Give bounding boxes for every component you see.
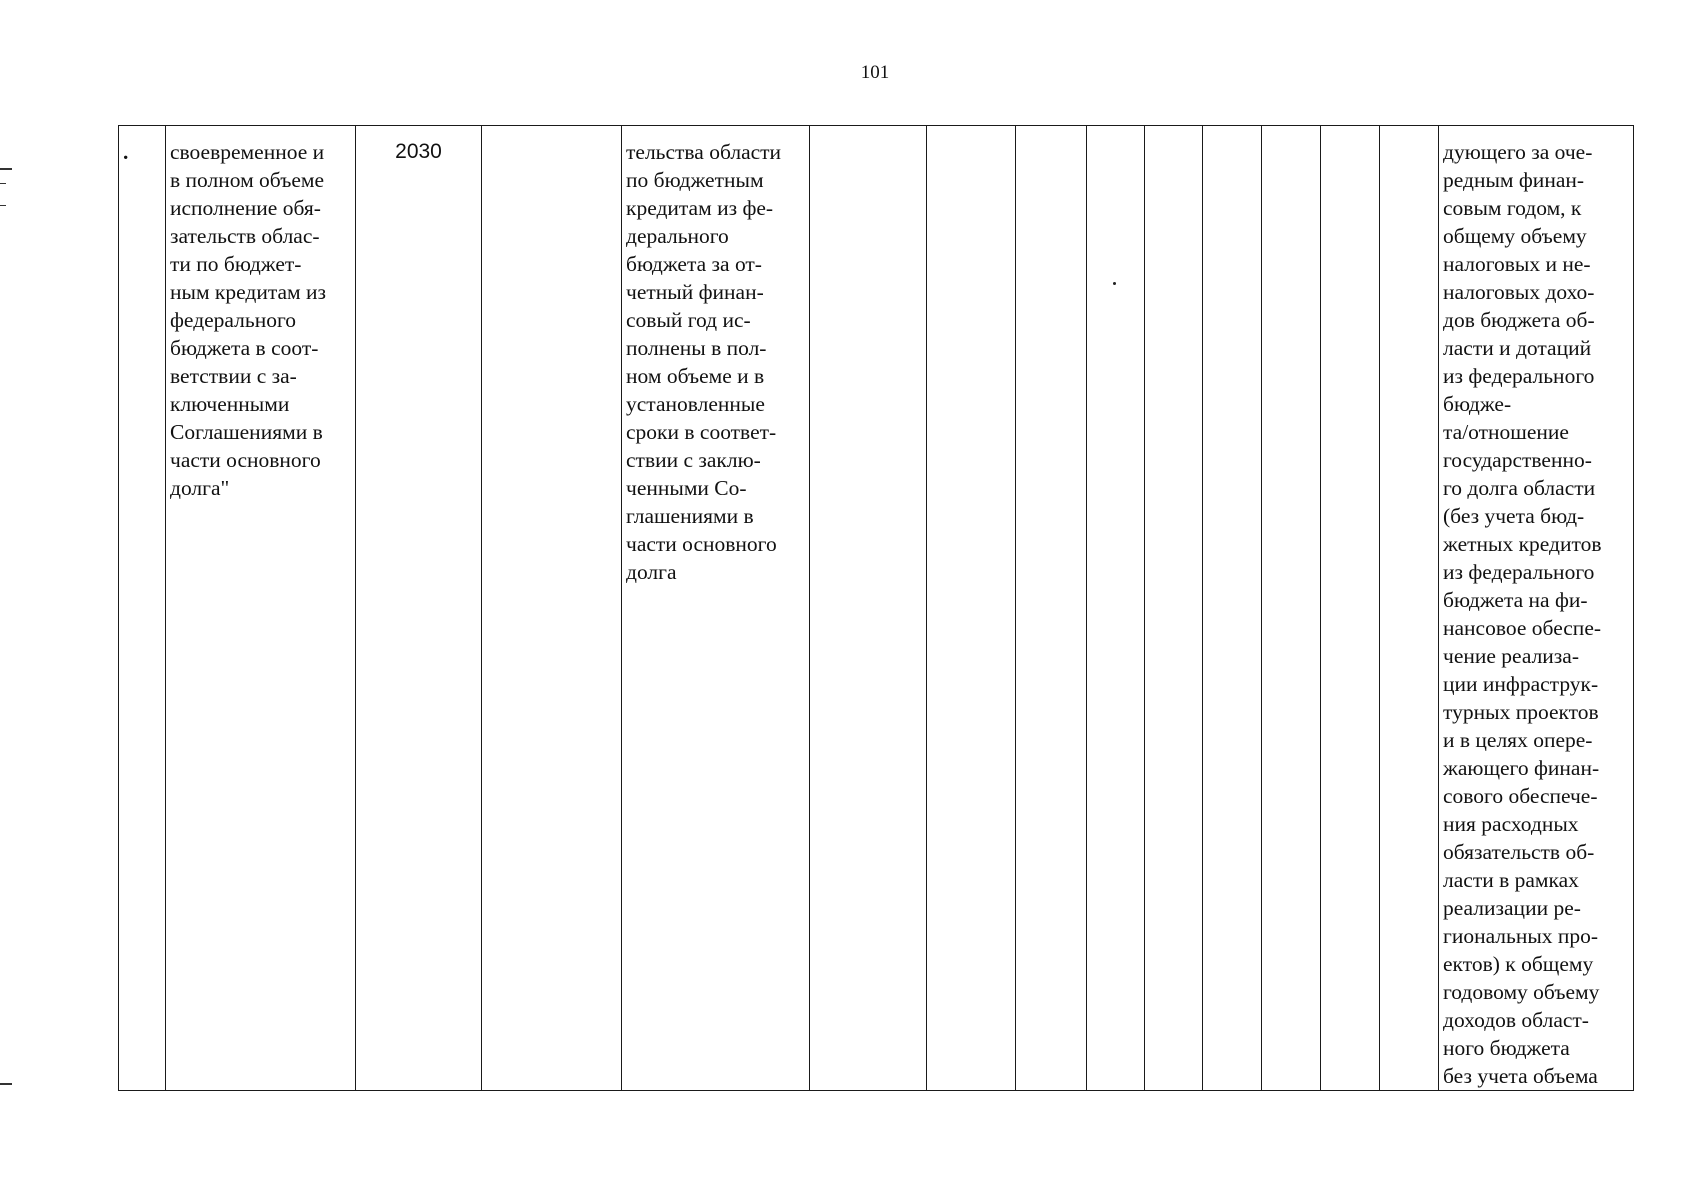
measure-name-cell: своевременное и в полном объеме исполнение обя- зательств облас- ти по бюджет- ным кредитам из федерального бюджета в соот- ветствии с за- ключенными Соглашениями в части основного долга" bbox=[166, 126, 356, 1091]
table-row bbox=[119, 126, 1634, 1091]
scan-edge-mark bbox=[0, 168, 12, 170]
empty-cell bbox=[810, 126, 927, 1091]
scan-edge-mark bbox=[0, 1083, 12, 1085]
empty-cell bbox=[1321, 126, 1380, 1091]
row-marker-cell: . bbox=[119, 126, 166, 1091]
empty-cell bbox=[1380, 126, 1439, 1091]
scan-dot bbox=[1113, 282, 1116, 285]
empty-cell bbox=[1145, 126, 1203, 1091]
empty-cell bbox=[1262, 126, 1321, 1091]
empty-cell bbox=[1087, 126, 1145, 1091]
expected-result-cell: тельства области по бюджетным кредитам из фе- дерального бюджета за от- четный финан- совый год ис- полнены в пол- ном объеме и в установленные сроки в соответ- ствии с заклю- ченными Со- глашениями в части основного долга bbox=[622, 126, 810, 1091]
indicator-cell: дующего за оче- редным финан- совым годом, к общему объему налоговых и не- налоговых дохо- дов бюджета об- ласти и дотаций из федерального бюдже- та/отношение государственно- го долга области (без учета бюд- жетных кредитов из федерального бюджета на фи- нансовое обеспе- чение реализа- ции инфраструк- турных проектов и в целях опере- жающего финан- сового обеспече- ния расходных обязательств об- ласти в рамках реализации ре- гиональных про- ектов) к общему годовому объему доходов област- ного бюджета без учета объема bbox=[1439, 126, 1634, 1091]
year-cell: 2030 bbox=[356, 126, 482, 1091]
empty-cell bbox=[1016, 126, 1087, 1091]
empty-cell bbox=[1203, 126, 1262, 1091]
scan-edge-mark bbox=[0, 183, 6, 184]
page-number: 101 bbox=[860, 62, 890, 83]
scan-edge-mark bbox=[0, 205, 6, 206]
measures-table bbox=[118, 125, 1634, 1091]
empty-cell bbox=[927, 126, 1016, 1091]
responsible-cell bbox=[482, 126, 622, 1091]
